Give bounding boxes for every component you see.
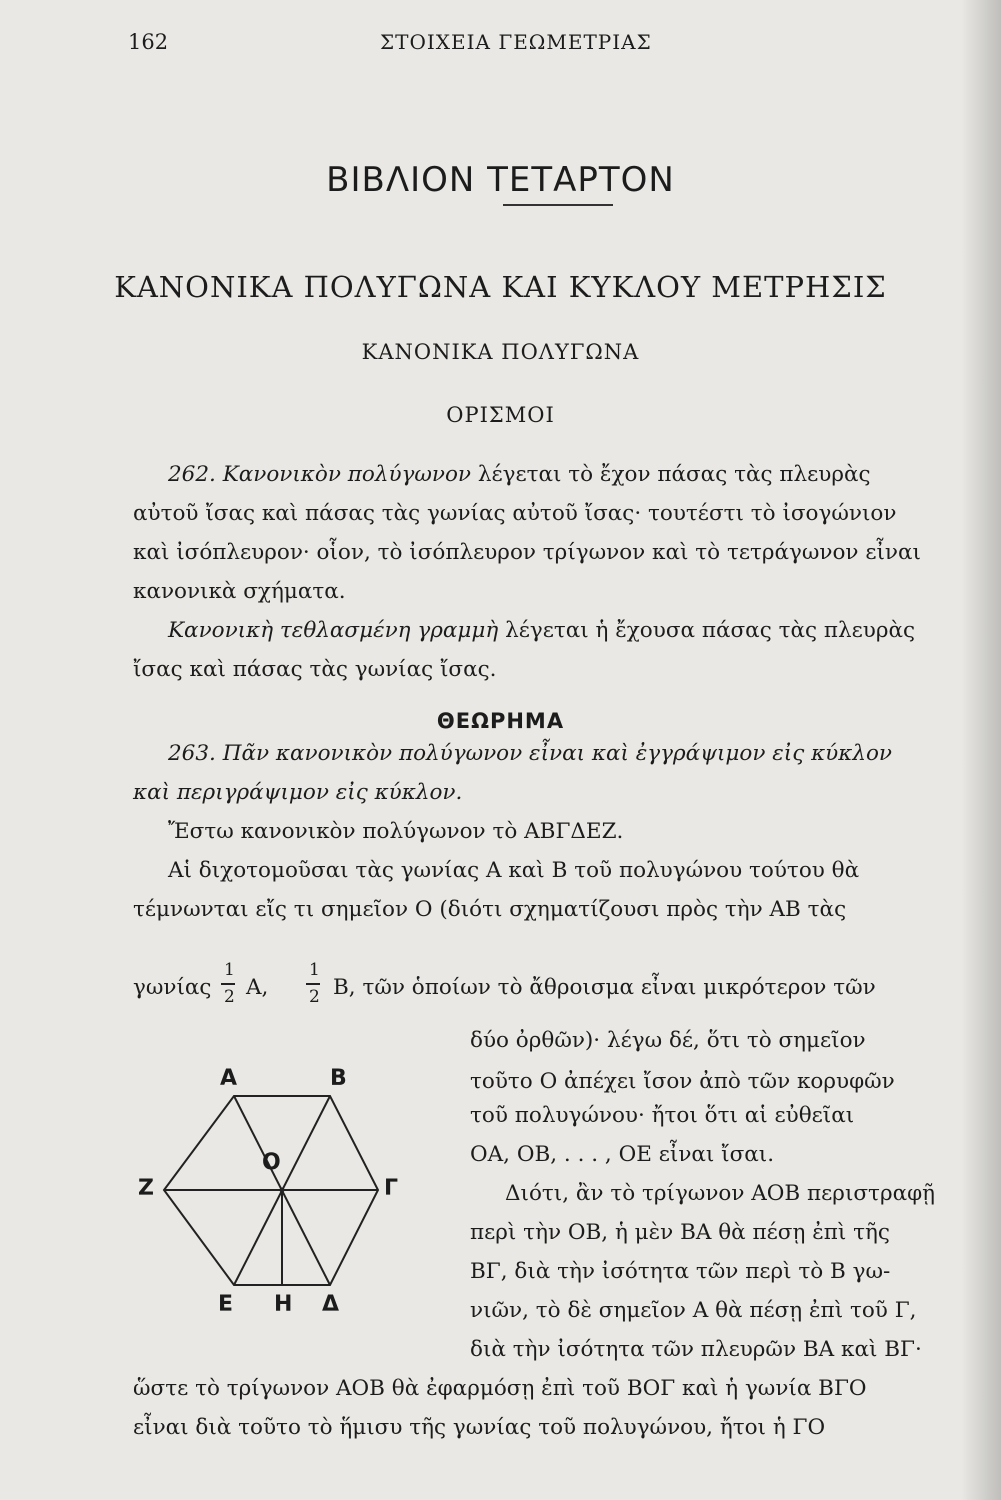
page-number: 162	[128, 30, 169, 54]
proof-right-line2: τοῦτο Ο ἀπέχει ἴσον ἀπὸ τῶν κορυφῶν	[470, 1069, 895, 1094]
fraction1-denominator: 2	[224, 987, 235, 1007]
section-title: ΚΑΝΟΝΙΚΑ ΠΟΛΥΓΩΝΑ	[361, 340, 640, 364]
label-B: Β	[330, 1066, 347, 1091]
label-E: Ε	[218, 1292, 234, 1317]
def262-lead: 262. Κανονικὸν πολύγωνον	[168, 462, 471, 487]
fraction1-numerator: 1	[224, 960, 235, 980]
proof-right-line5: Διότι, ἂν τὸ τρίγωνον ΑΟΒ περιστραφῇ	[505, 1181, 936, 1206]
proof-right-line9: διὰ τὴν ἰσότητα τῶν πλευρῶν ΒΑ καὶ ΒΓ·	[470, 1337, 922, 1362]
definitions-heading: ΟΡΙΣΜΟΙ	[446, 403, 555, 427]
thm263-line1: 263. Πᾶν κανονικὸν πολύγωνον εἶναι καὶ ἐγγράψιμον εἰς κύκλον	[168, 741, 892, 766]
label-D: Δ	[322, 1292, 340, 1317]
center-point	[280, 1188, 285, 1193]
def262-line1-rest: λέγεται τὸ ἔχον πάσας τὰς πλευρὰς	[477, 462, 871, 487]
defline-lead: Κανονικὴ τεθλασμένη γραμμὴ	[168, 618, 499, 643]
proof-right-line8: νιῶν, τὸ δὲ σημεῖον Α θὰ πέσῃ ἐπὶ τοῦ Γ,	[470, 1298, 917, 1323]
label-G: Γ	[384, 1176, 399, 1201]
thm263-line2: καὶ περιγράψιμον εἰς κύκλον.	[133, 780, 463, 805]
proof-line2: Αἱ διχοτομοῦσαι τὰς γωνίας Α καὶ Β τοῦ πολυγώνου τούτου θὰ	[168, 858, 860, 883]
proof-right-line1: δύο ὀρθῶν)· λέγω δέ, ὅτι τὸ σημεῖον	[470, 1028, 866, 1053]
proof-full-line1: ὥστε τὸ τρίγωνον ΑΟΒ θὰ ἐφαρμόσῃ ἐπὶ τοῦ ΒΟΓ καὶ ἡ γωνία ΒΓΟ	[133, 1376, 867, 1401]
chapter-title: ΚΑΝΟΝΙΚΑ ΠΟΛΥΓΩΝΑ ΚΑΙ ΚΥΚΛΟΥ ΜΕΤΡΗΣΙΣ	[114, 270, 887, 304]
label-H: Η	[274, 1292, 293, 1317]
proof-line1: Ἔστω κανονικὸν πολύγωνον τὸ ΑΒΓΔΕΖ.	[168, 819, 624, 844]
def262-line4: κανονικὰ σχήματα.	[133, 579, 346, 604]
running-title: ΣΤΟΙΧΕΙΑ ΓΕΩΜΕΤΡΙΑΣ	[380, 30, 652, 54]
proof-right-line4: ΟΑ, ΟΒ, . . . , ΟΕ εἶναι ἴσαι.	[470, 1142, 775, 1167]
book-title: ΒΙΒΛΙΟΝ ΤΕΤΑΡΤΟΝ	[326, 160, 675, 200]
def262-line2: αὐτοῦ ἴσας καὶ πάσας τὰς γωνίας αὐτοῦ ἴσας· τουτέστι τὸ ἰσογώνιον	[133, 501, 897, 526]
defline-line2: ἴσας καὶ πάσας τὰς γωνίας ἴσας.	[133, 657, 497, 682]
proof-right-line3: τοῦ πολυγώνου· ἤτοι ὅτι αἱ εὐθεῖαι	[470, 1103, 855, 1128]
proof-line3: τέμνωνται εἴς τι σημεῖον Ο (διότι σχηματίζουσι πρὸς τὴν ΑΒ τὰς	[133, 897, 847, 922]
proof-line4-start: γωνίας	[133, 975, 212, 1000]
proof-right-line7: ΒΓ, διὰ τὴν ἰσότητα τῶν περὶ τὸ Β γω-	[470, 1259, 891, 1284]
proof-line4-end: Β, τῶν ὁποίων τὸ ἄθροισμα εἶναι μικρότερον τῶν	[333, 975, 876, 1000]
proof-line4-mid: Α,	[246, 975, 269, 1000]
theorem-heading: ΘΕΩΡΗΜΑ	[436, 709, 565, 733]
def262-line3: καὶ ἰσόπλευρον· οἷον, τὸ ἰσόπλευρον τρίγωνον καὶ τὸ τετράγωνον εἶναι	[133, 540, 921, 565]
fraction2-numerator: 1	[309, 960, 320, 980]
fraction2-denominator: 2	[309, 987, 320, 1007]
label-O: Ο	[262, 1150, 281, 1175]
label-Z: Ζ	[138, 1176, 154, 1201]
proof-right-line6: περὶ τὴν ΟΒ, ἡ μὲν ΒΑ θὰ πέσῃ ἐπὶ τῆς	[470, 1220, 890, 1245]
defline-line1-rest: λέγεται ἡ ἔχουσα πάσας τὰς πλευρὰς	[505, 618, 916, 643]
proof-full-line2: εἶναι διὰ τοῦτο τὸ ἥμισυ τῆς γωνίας τοῦ πολυγώνου, ἤτοι ἡ ΓΟ	[133, 1415, 826, 1440]
label-A: Α	[220, 1066, 238, 1091]
